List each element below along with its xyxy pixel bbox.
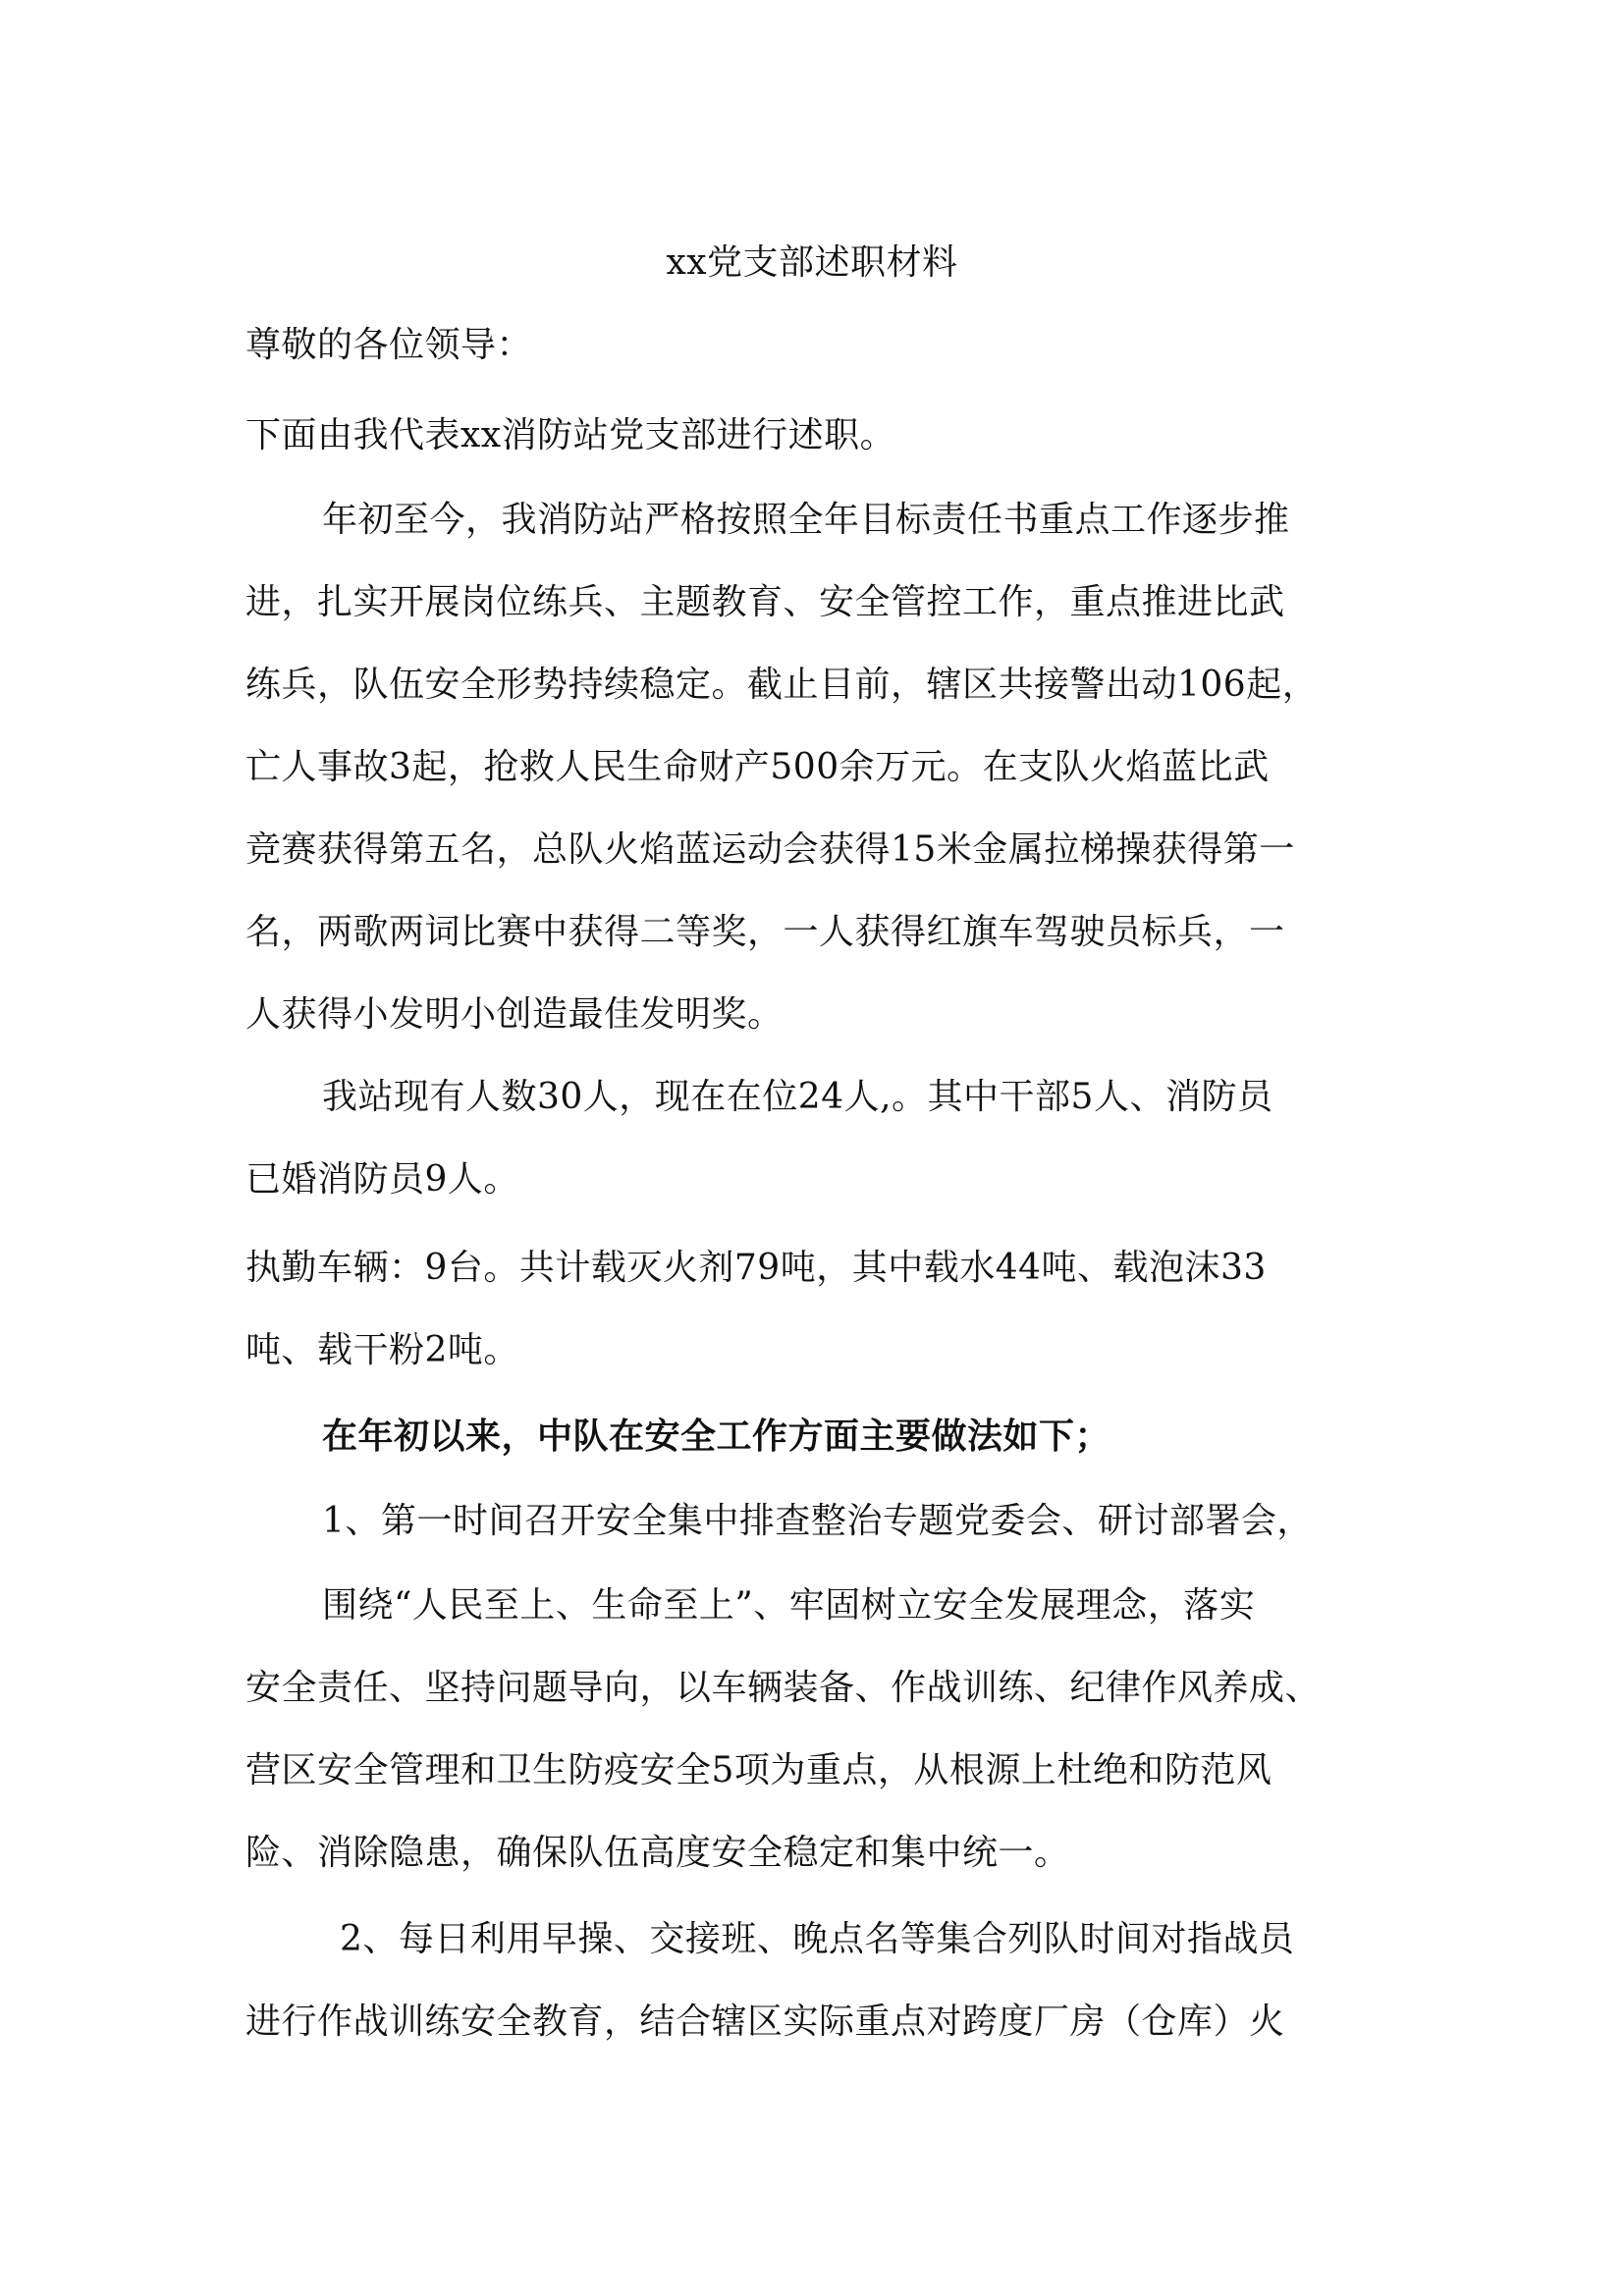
paragraph-line: 名，两歌两词比赛中获得二等奖，一人获得红旗车驾驶员标兵，一 <box>245 912 1285 952</box>
paragraph-line: 亡人事故3起，抢救人民生命财产500余万元。在支队火焰蓝比武 <box>245 747 1270 787</box>
paragraph-line: 竞赛获得第五名，总队火焰蓝运动会获得15米金属拉梯操获得第一 <box>245 829 1295 870</box>
section-heading: 在年初以来，中队在安全工作方面主要做法如下； <box>322 1416 1111 1457</box>
paragraph-line: 进行作战训练安全教育，结合辖区实际重点对跨度厂房（仓库）火 <box>245 2002 1285 2042</box>
paragraph-line: 安全责任、坚持问题导向，以车辆装备、作战训练、纪律作风养成、 <box>245 1668 1322 1708</box>
paragraph-line: 年初至今，我消防站严格按照全年目标责任书重点工作逐步推 <box>322 500 1290 540</box>
paragraph-line: 进，扎实开展岗位练兵、主题教育、安全管控工作，重点推进比武 <box>245 582 1285 622</box>
paragraph-line: 吨、载干粉2吨。 <box>245 1330 519 1370</box>
paragraph-line: 营区安全管理和卫生防疫安全5项为重点，从根源上杜绝和防范风 <box>245 1750 1272 1790</box>
intro-line: 下面由我代表xx消防站党支部进行述职。 <box>245 415 896 455</box>
salutation: 尊敬的各位领导： <box>245 325 533 365</box>
list-item: 2、每日利用早操、交接班、晚点名等集合列队时间对指战员 <box>340 1919 1295 1959</box>
paragraph-line: 练兵，队伍安全形势持续稳定。截止目前，辖区共接警出动106起， <box>245 665 1319 705</box>
list-item: 1、第一时间召开安全集中排查整治专题党委会、研讨部署会， <box>322 1501 1313 1541</box>
paragraph-line: 险、消除隐患，确保队伍高度安全稳定和集中统一。 <box>245 1833 1070 1873</box>
paragraph-line: 执勤车辆：9台。共计载灭火剂79吨，其中载水44吨、载泡沫33 <box>245 1248 1267 1288</box>
page-title: xx党支部述职材料 <box>666 242 958 283</box>
paragraph-line: 围绕“人民至上、生命至上”、牢固树立安全发展理念，落实 <box>322 1585 1256 1626</box>
paragraph-line: 已婚消防员9人。 <box>245 1159 519 1200</box>
paragraph-line: 我站现有人数30人，现在在位24人,。其中干部5人、消防员 <box>322 1077 1273 1117</box>
paragraph-line: 人获得小发明小创造最佳发明奖。 <box>245 994 784 1035</box>
